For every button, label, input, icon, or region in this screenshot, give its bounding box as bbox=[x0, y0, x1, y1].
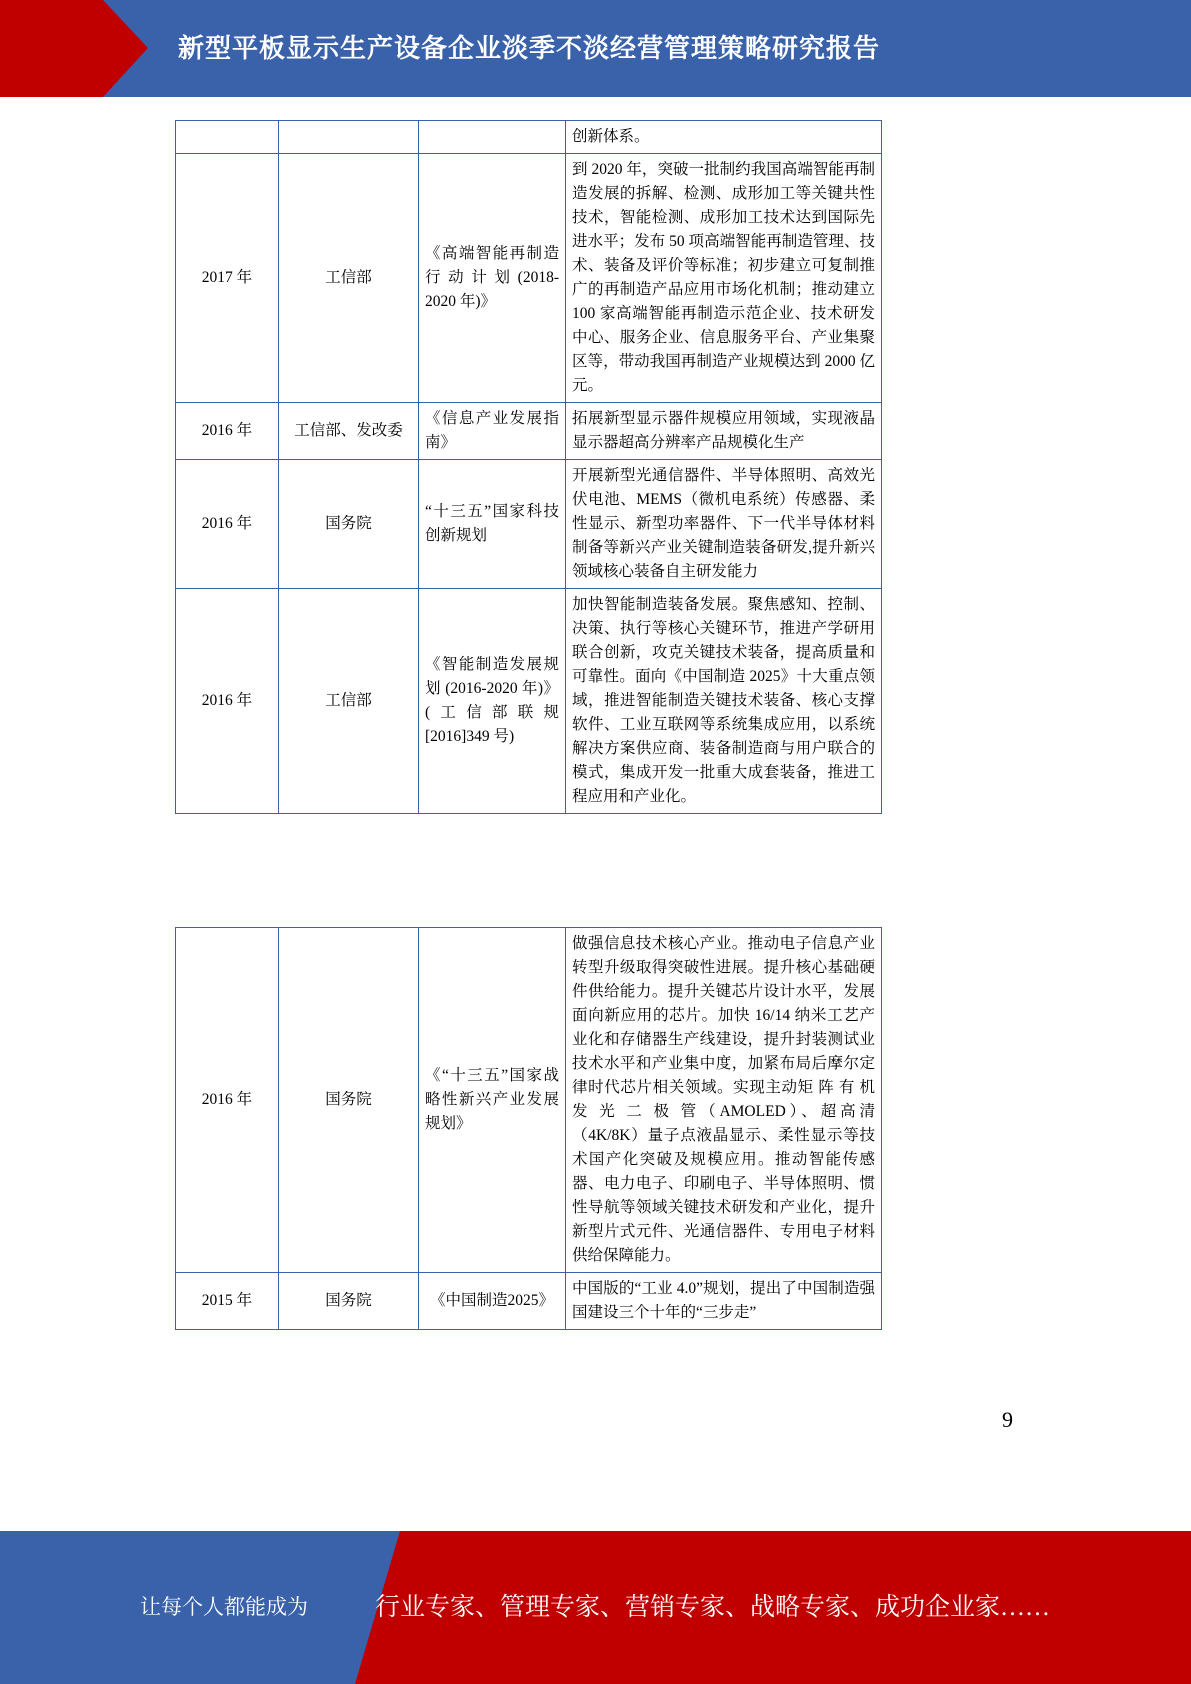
cell-document: 《中国制造2025》 bbox=[419, 1273, 566, 1330]
table-row bbox=[176, 460, 882, 589]
cell-year: 2015 年 bbox=[176, 1273, 279, 1330]
cell-description: 到 2020 年，突破一批制约我国高端智能再制造发展的拆解、检测、成形加工等关键共性技术，智能检测、成形加工技术达到国际先进水平；发布 50 项高端智能再制造管理、技术、装备及评价等标准；初步建立可复制推广的再制造产品应用市场化机制；推动建立 100 家高端智能再制造示范企业、技术研发中心、服务企业、信息服务平台、产业集聚区等，带动我国再制造产业规模达到 2000 亿元。 bbox=[566, 154, 882, 403]
cell-org: 工信部、发改委 bbox=[279, 403, 419, 460]
cell-document: 《“十三五”国家战略性新兴产业发展规划》 bbox=[419, 928, 566, 1273]
cell-description: 加快智能制造装备发展。聚焦感知、控制、决策、执行等核心关键环节，推进产学研用联合创新，攻克关键技术装备，提高质量和可靠性。面向《中国制造 2025》十大重点领域，推进智能制造关键技术装备、核心支撑软件、工业互联网等系统集成应用，以系统解决方案供应商、装备制造商与用户联合的模式，集成开发一批重大成套装备，推进工程应用和产业化。 bbox=[566, 589, 882, 814]
table-row bbox=[176, 928, 882, 1273]
cell-org bbox=[279, 121, 419, 154]
cell-document: 《智能制造发展规 划 (2016-2020 年)》(工信部联规[2016]349 号) bbox=[419, 589, 566, 814]
report-title: 新型平板显示生产设备企业淡季不淡经营管理策略研究报告 bbox=[178, 33, 881, 63]
footer-slogan-right: 行业专家、管理专家、营销专家、战略专家、成功企业家…… bbox=[375, 1594, 1051, 1621]
cell-description: 拓展新型显示器件规模应用领域，实现液晶显示器超高分辨率产品规模化生产 bbox=[566, 403, 882, 460]
policy-table-lower bbox=[175, 927, 882, 1330]
cell-year: 2016 年 bbox=[176, 928, 279, 1273]
page-footer bbox=[0, 1531, 1191, 1684]
table-row bbox=[176, 121, 882, 154]
cell-year: 2016 年 bbox=[176, 460, 279, 589]
cell-description: 创新体系。 bbox=[566, 121, 882, 154]
table-row bbox=[176, 589, 882, 814]
cell-year: 2017 年 bbox=[176, 154, 279, 403]
table-row bbox=[176, 1273, 882, 1330]
cell-description: 开展新型光通信器件、半导体照明、高效光伏电池、MEMS（微机电系统）传感器、柔性显示、新型功率器件、下一代半导体材料制备等新兴产业关键制造装备研发,提升新兴领域核心装备自主研发能力 bbox=[566, 460, 882, 589]
cell-year: 2016 年 bbox=[176, 589, 279, 814]
policy-table-upper bbox=[175, 120, 882, 814]
cell-document: 《信息产业发展指南》 bbox=[419, 403, 566, 460]
cell-year bbox=[176, 121, 279, 154]
cell-year: 2016 年 bbox=[176, 403, 279, 460]
cell-org: 国务院 bbox=[279, 1273, 419, 1330]
cell-description: 做强信息技术核心产业。推动电子信息产业转型升级取得突破性进展。提升核心基础硬件供给能力。提升关键芯片设计水平，发展面向新应用的芯片。加快 16/14 纳米工艺产业化和存储器生产线建设，提升封装测试业技术水平和产业集中度，加紧布局后摩尔定律时代芯片相关领域。实现主动矩 阵 有 机 发 光 二 极 管（AMOLED）、超高清（4K/8K）量子点液晶显示、柔性显示等技术国产化突破及规模应用。推动智能传感器、电力电子、印刷电子、半导体照明、惯性导航等领域关键技术研发和产业化，提升新型片式元件、光通信器件、专用电子材料供给保障能力。 bbox=[566, 928, 882, 1273]
table-row bbox=[176, 403, 882, 460]
footer-slogan-left: 让每个人都能成为 bbox=[140, 1595, 308, 1619]
page-content bbox=[0, 97, 1191, 1531]
cell-document: “十三五”国家科技创新规划 bbox=[419, 460, 566, 589]
cell-org: 国务院 bbox=[279, 928, 419, 1273]
cell-document bbox=[419, 121, 566, 154]
page-number: 9 bbox=[1002, 1407, 1013, 1432]
page-header bbox=[0, 0, 1191, 97]
table-row bbox=[176, 154, 882, 403]
cell-org: 工信部 bbox=[279, 589, 419, 814]
cell-org: 国务院 bbox=[279, 460, 419, 589]
cell-org: 工信部 bbox=[279, 154, 419, 403]
cell-description: 中国版的“工业 4.0”规划，提出了中国制造强国建设三个十年的“三步走” bbox=[566, 1273, 882, 1330]
cell-document: 《高端智能再制造行动计划(2018-2020 年)》 bbox=[419, 154, 566, 403]
